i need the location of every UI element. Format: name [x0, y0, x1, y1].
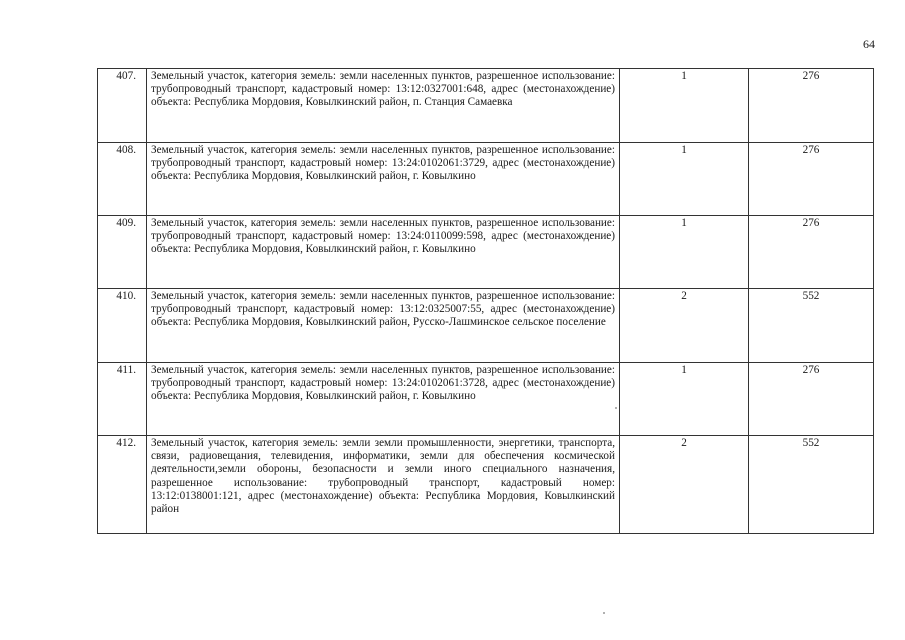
row-amount: 276 [749, 69, 874, 143]
row-number: 408. [98, 143, 147, 216]
row-description: Земельный участок, категория земель: земли населенных пунктов, разрешенное использование: трубопроводный транспорт, кадастровый номер: 13:12:0327001:648, адрес (местонахождение) объекта: Республика Мордовия, Ковылкинский район, п. Станция Самаевка [147, 69, 620, 143]
row-description: Земельный участок, категория земель: земли населенных пунктов, разрешенное использование: трубопроводный транспорт, кадастровый номер: 13:24:0102061:3729, адрес (местонахождение) объекта: Республика Мордовия, Ковылкинский район, г. Ковылкино [147, 143, 620, 216]
row-quantity: 1 [620, 69, 749, 143]
row-number: 410. [98, 289, 147, 363]
land-plots-table [97, 68, 874, 534]
table-row [98, 289, 874, 363]
row-quantity: 2 [620, 436, 749, 534]
row-quantity: 2 [620, 289, 749, 363]
row-description: Земельный участок, категория земель: земли земли промышленности, энергетики, транспорта, связи, радиовещания, телевидения, информатики, земли для обеспечения космической деятельности,земли обороны, безопасности и земли иного специального назначения, разрешенное использование: трубопроводный транспорт, кадастровый номер: 13:12:0138001:121, адрес (местонахождение) объекта: Республика Мордовия, Ковылкинский район [147, 436, 620, 534]
row-amount: 552 [749, 436, 874, 534]
row-number: 409. [98, 216, 147, 289]
row-description: Земельный участок, категория земель: земли населенных пунктов, разрешенное использование: трубопроводный транспорт, кадастровый номер: 13:24:0102061:3728, адрес (местонахождение) объекта: Республика Мордовия, Ковылкинский район, г. Ковылкино [147, 363, 620, 436]
row-quantity: 1 [620, 363, 749, 436]
row-number: 407. [98, 69, 147, 143]
row-amount: 552 [749, 289, 874, 363]
scan-speck [603, 612, 605, 614]
row-quantity: 1 [620, 143, 749, 216]
row-quantity: 1 [620, 216, 749, 289]
row-number: 412. [98, 436, 147, 534]
row-amount: 276 [749, 143, 874, 216]
table-row [98, 143, 874, 216]
row-number: 411. [98, 363, 147, 436]
row-description: Земельный участок, категория земель: земли населенных пунктов, разрешенное использование: трубопроводный транспорт, кадастровый номер: 13:24:0110099:598, адрес (местонахождение) объекта: Республика Мордовия, Ковылкинский район, г. Ковылкино [147, 216, 620, 289]
row-amount: 276 [749, 363, 874, 436]
row-amount: 276 [749, 216, 874, 289]
table-row [98, 69, 874, 143]
table-row [98, 436, 874, 534]
page-number: 64 [863, 37, 875, 51]
row-description: Земельный участок, категория земель: земли населенных пунктов, разрешенное использование: трубопроводный транспорт, кадастровый номер: 13:12:0325007:55, адрес (местонахождение) объекта: Республика Мордовия, Ковылкинский район, Русско-Лашминское сельское поселение [147, 289, 620, 363]
table-row [98, 216, 874, 289]
scan-speck [615, 407, 617, 409]
table-row [98, 363, 874, 436]
